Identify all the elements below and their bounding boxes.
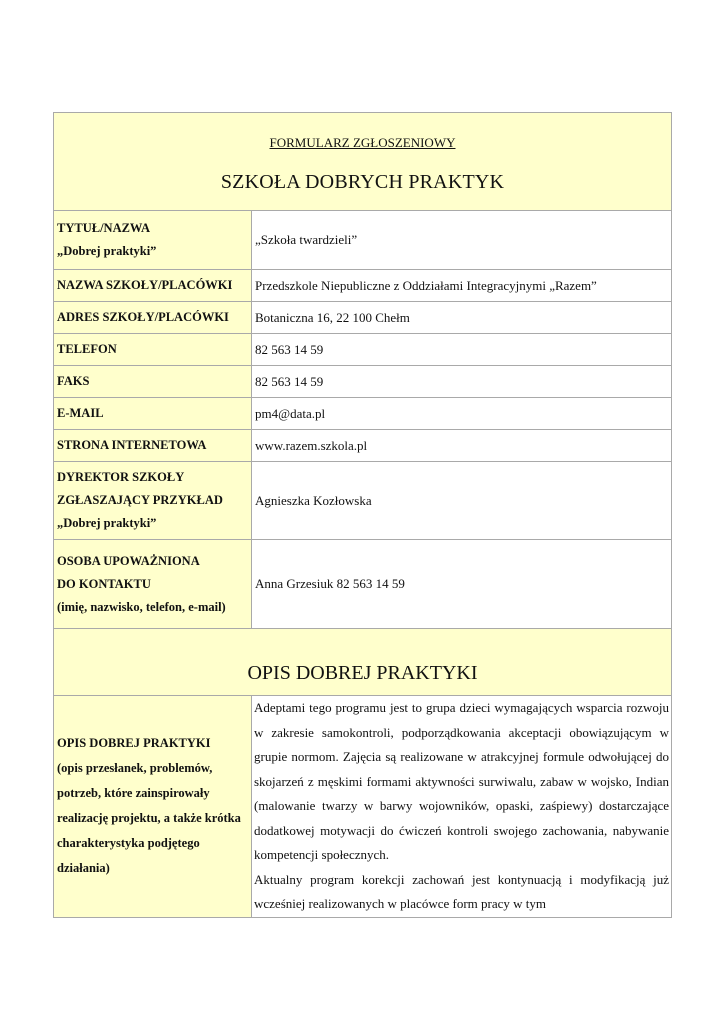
phone-value: 82 563 14 59	[252, 334, 672, 366]
website-row	[54, 430, 672, 462]
description-text	[252, 696, 672, 918]
fax-row	[54, 366, 672, 398]
director-label-line-1: DYREKTOR SZKOŁY	[57, 470, 185, 484]
phone-label: TELEFON	[54, 334, 252, 366]
title-value: „Szkoła twardzieli”	[252, 211, 672, 270]
form-title: SZKOŁA DOBRYCH PRAKTYK	[220, 171, 505, 193]
description-row	[54, 696, 672, 918]
phone-row	[54, 334, 672, 366]
email-row	[54, 398, 672, 430]
fax-label: FAKS	[54, 366, 252, 398]
form-header	[54, 113, 672, 211]
contact-value: Anna Grzesiuk 82 563 14 59	[252, 540, 672, 629]
address-row	[54, 302, 672, 334]
title-label-line-1: TYTUŁ/NAZWA	[57, 221, 151, 235]
section-header-row	[54, 629, 672, 696]
director-label-line-2: ZGŁASZAJĄCY PRZYKŁAD	[57, 493, 223, 507]
school-value: Przedszkole Niepubliczne z Oddziałami Integracyjnymi „Razem”	[252, 270, 672, 302]
director-row	[54, 462, 672, 540]
website-value: www.razem.szkola.pl	[252, 430, 672, 462]
email-label: E-MAIL	[54, 398, 252, 430]
address-value: Botaniczna 16, 22 100 Chełm	[252, 302, 672, 334]
fax-value: 82 563 14 59	[252, 366, 672, 398]
description-label-heading: OPIS DOBREJ PRAKTYKI	[57, 736, 211, 751]
description-label-detail: (opis przesłanek, problemów, potrzeb, które zainspirowały realizację projektu, a także krótka charakterystyka podjętego działania)	[57, 761, 241, 876]
director-label	[54, 462, 252, 540]
form-label: FORMULARZ ZGŁOSZENIOWY	[269, 135, 456, 150]
description-label	[54, 696, 252, 918]
school-label: NAZWA SZKOŁY/PLACÓWKI	[54, 270, 252, 302]
email-value: pm4@data.pl	[252, 398, 672, 430]
website-label: STRONA INTERNETOWA	[54, 430, 252, 462]
contact-label-line-2: DO KONTAKTU	[57, 576, 151, 591]
contact-label-line-3: (imię, nazwisko, telefon, e-mail)	[57, 599, 226, 614]
title-row	[54, 211, 672, 270]
application-form-table	[53, 112, 672, 918]
director-value: Agnieszka Kozłowska	[252, 462, 672, 540]
contact-label-line-1: OSOBA UPOWAŻNIONA	[57, 553, 200, 568]
section-title: OPIS DOBREJ PRAKTYKI	[247, 661, 478, 684]
school-row	[54, 270, 672, 302]
title-label-line-2: „Dobrej praktyki”	[57, 244, 157, 258]
address-label: ADRES SZKOŁY/PLACÓWKI	[54, 302, 252, 334]
title-label	[54, 211, 252, 270]
description-paragraph-1: Adeptami tego programu jest to grupa dzieci wymagających wsparcia rozwoju w zakresie samokontroli, podporządkowania akceptacji obowiązującym w grupie normom. Zajęcia są realizowane w atrakcyjnej formule odwołującej do skojarzeń z męskimi formami aktywności surwiwalu, zabaw w wojsko, Indian (malowanie twarzy w barwy wojowników, opaski, zaśpiewy) dostarczające dodatkowej motywacji do ćwiczeń kontroli swojego zachowania, nabywanie kompetencji społecznych.	[254, 700, 670, 862]
description-paragraph-2: Aktualny program korekcji zachowań jest kontynuacją i modyfikacją już wcześniej realizowanych w placówce form pracy w tym	[254, 871, 670, 911]
contact-row	[54, 540, 672, 629]
director-label-line-3: „Dobrej praktyki”	[57, 516, 157, 530]
section-header	[54, 629, 672, 696]
contact-label	[54, 540, 252, 629]
form-header-row	[54, 113, 672, 211]
